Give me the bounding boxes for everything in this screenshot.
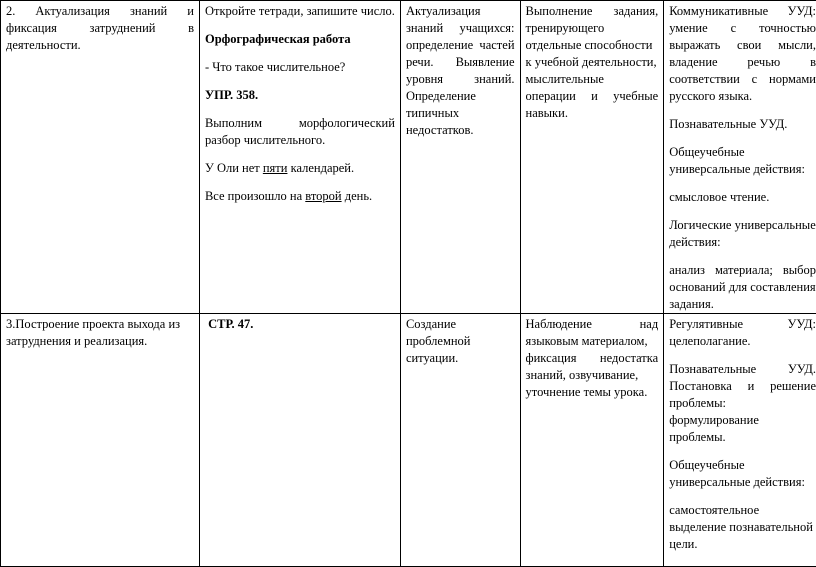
page-reference: СТР. 47. xyxy=(208,317,253,331)
question-text: - Что такое числительное? xyxy=(205,59,395,76)
section-heading: Орфографическая работа xyxy=(205,32,351,46)
table-row xyxy=(1,314,816,567)
results-cell: Выполнение задания, тренирующего отдельные способности к учебной деятельности, мыслительные операции и учебные навыки. xyxy=(520,1,664,314)
teacher-activity-cell xyxy=(199,314,400,567)
results-cell: Наблюдение над языковым материалом, фиксация недостатка знаний, озвучивание, уточнение темы урока. xyxy=(520,314,664,567)
stage-cell: 2. Актуализация знаний и фиксация затруднений в деятельности. xyxy=(1,1,200,314)
instruction-text: Откройте тетради, запишите число. xyxy=(205,3,395,20)
stage-text: 3.Построение проекта выхода из xyxy=(6,316,194,333)
example-sentence-2: Все произошло на второй день. xyxy=(205,188,395,205)
uud-cell: Коммуникативные УУД: умение с точностью выражать свои мысли, владение речью в соответствии с нормами русского языка. Познавательные УУД. Общеучебные универсальные действия: смысловое чтение. Логические универсальные действия: анализ материала; выбор оснований для составления задания. xyxy=(664,1,816,314)
table-row xyxy=(1,1,816,314)
student-activity-cell: Создание проблемной ситуации. xyxy=(400,314,520,567)
teacher-activity-cell: Откройте тетради, запишите число. Орфографическая работа - Что такое числительное? УПР. 358. Выполним морфологический разбор числительного. У Оли нет пяти календарей. Все произошло на второй день. xyxy=(199,1,400,314)
uud-cell: Регулятивные УУД: целеполагание. Познавательные УУД. Постановка и решение проблемы: формулирование проблемы. Общеучебные универсальные действия: самостоятельное выделение познавательной цели. xyxy=(664,314,816,567)
student-activity-cell: Актуализация знаний учащихся: определение частей речи. Выявление уровня знаний. Определение типичных недостатков. xyxy=(400,1,520,314)
stage-cell: 3.Построение проекта выхода из затруднения и реализация. xyxy=(1,314,200,567)
example-sentence-1: У Оли нет пяти календарей. xyxy=(205,160,395,177)
stage-text: 2. xyxy=(6,3,15,20)
exercise-label: УПР. 358. xyxy=(205,88,258,102)
